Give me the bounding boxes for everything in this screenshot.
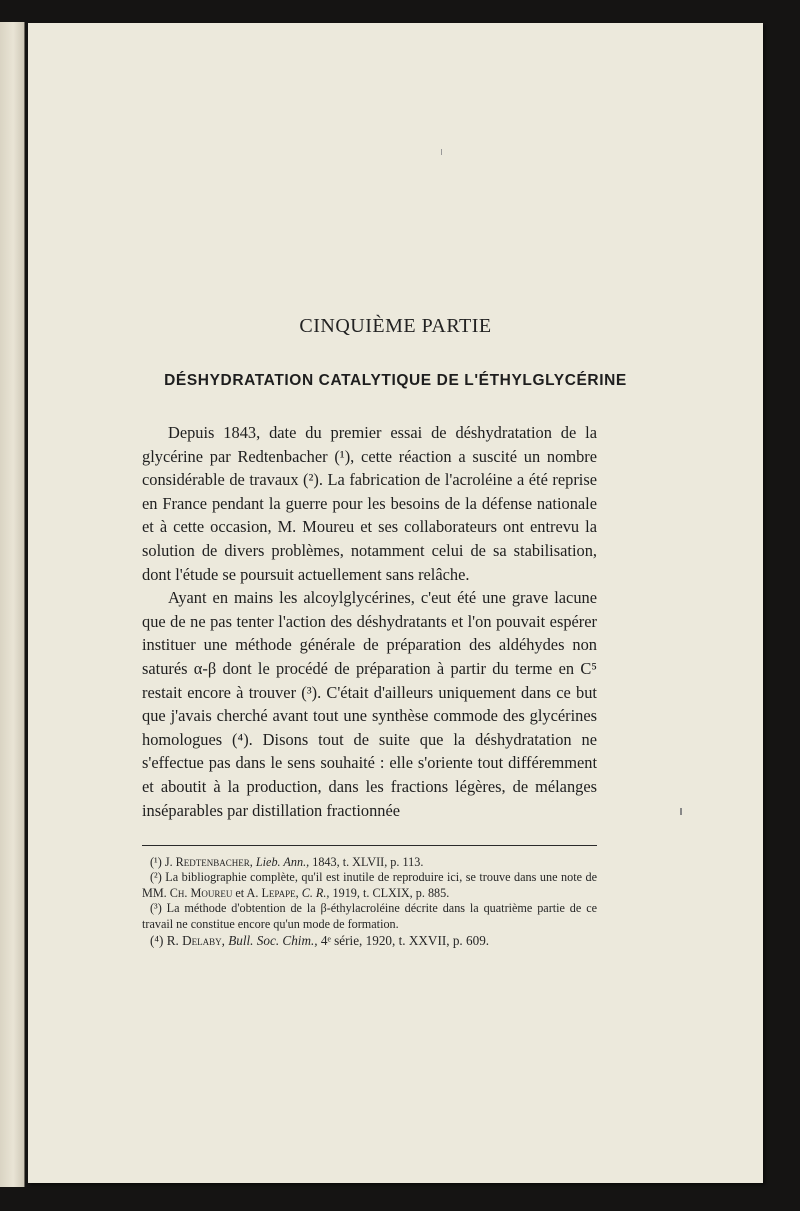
footnote-4-journal: Bull. Soc. Chim., xyxy=(228,933,318,949)
footnote-4-author: R. Delaby, xyxy=(166,933,225,949)
footnote-1-author: J. Redtenbacher, xyxy=(164,855,253,869)
footnote-2-text-a: La bibliographie complète, qu'il est inutile de reproduire ici, se trouve dans une note de MM. xyxy=(142,870,597,900)
footnote-3-mark: (³) xyxy=(150,901,162,916)
footnote-2-text-b: et A. xyxy=(235,885,259,900)
footnote-1 xyxy=(142,855,597,870)
footnote-2-journal: C. R., xyxy=(301,885,330,900)
footnote-1-mark: (¹) xyxy=(150,855,162,869)
book-page xyxy=(28,23,763,1183)
paragraph-1: Depuis 1843, date du premier essai de déshydratation de la glycérine par Redtenbacher (¹), cette réaction a suscité un nombre considérable de travaux (²). La fabrication de l'acroléine a été reprise en France pendant la guerre pour les besoins de la défense nationale et à cette occasion, M. Moureu et ses collaborateurs ont entrevu la solution de divers problèmes, notamment celui de sa stabilisation, dont l'étude se poursuit actuellement sans relâche. xyxy=(142,423,597,584)
footnote-3 xyxy=(142,901,597,932)
footnotes xyxy=(142,855,597,948)
footnote-2-mark: (²) xyxy=(150,870,162,885)
chapter-title: DÉSHYDRATATION CATALYTIQUE DE L'ÉTHYLGLYCÉRINE xyxy=(164,372,627,389)
paragraph-2: Ayant en mains les alcoylglycérines, c'eut été une grave lacune que de ne pas tenter l'action des déshydratants et l'on pouvait espérer instituer une méthode générale de préparation des aldéhydes non saturés α-β dont le procédé de préparation à partir du terme en C⁵ restait encore à trouver (³). C'était d'ailleurs uniquement dans ce but que j'avais cherché avant tout une synthèse commode des glycérines homologues (⁴). Disons tout de suite que la déshydratation ne s'effectue pas dans le sens souhaité : elle s'oriente tout différemment et aboutit à la production, dans les fractions légères, de mélanges inséparables par distillation fractionnée xyxy=(142,588,597,820)
footnote-1-journal: Lieb. Ann., xyxy=(255,855,310,869)
body-text xyxy=(142,421,597,822)
footnote-2-ref: 1919, t. CLXIX, p. 885. xyxy=(332,885,450,900)
footnote-4-ref: 4ᵉ série, 1920, t. XXVII, p. 609. xyxy=(320,933,490,949)
footnote-3-text: La méthode d'obtention de la β-éthylacroléine décrite dans la quatrième partie de ce travail ne constitue encore qu'un mode de formation. xyxy=(142,901,598,931)
footnote-2-author-b: Lepape, xyxy=(261,885,299,900)
footnote-1-ref: 1843, t. XLVII, p. 113. xyxy=(312,855,424,869)
margin-mark xyxy=(680,808,682,815)
footnote-2-author-a: Ch. Moureu xyxy=(169,885,233,900)
footnote-rule xyxy=(142,845,597,846)
previous-page-edge xyxy=(0,22,25,1187)
footnote-2 xyxy=(142,870,597,901)
page-mark xyxy=(441,149,442,155)
part-title: CINQUIÈME PARTIE xyxy=(299,315,492,337)
footnote-4 xyxy=(142,933,597,948)
footnote-4-mark: (⁴) xyxy=(150,933,164,949)
